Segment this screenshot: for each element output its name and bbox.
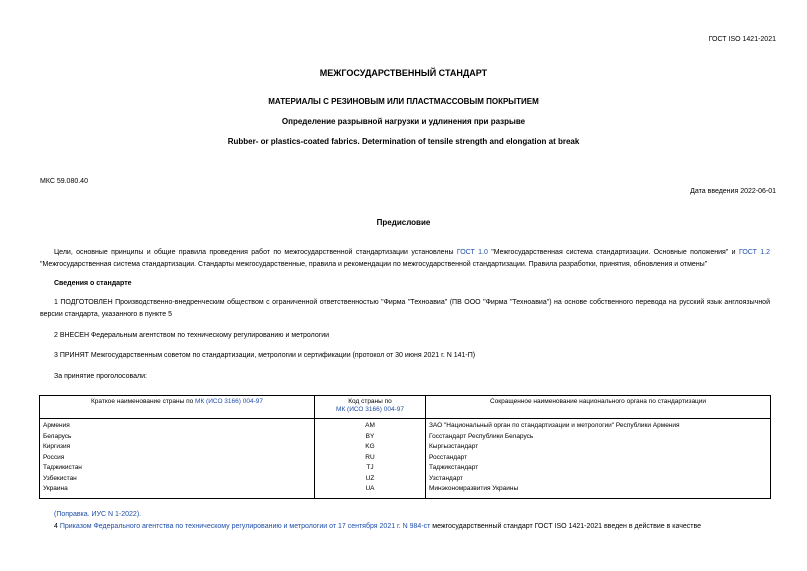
table-row (40, 419, 771, 432)
country-cell: Киргизия (40, 442, 315, 453)
table-row (40, 442, 771, 453)
item-2-text: 2 ВНЕСЕН Федеральным агентством по техническому регулированию и метрологии (54, 332, 330, 339)
order-link[interactable]: Приказом Федерального агентства по техническому регулированию и метрологии от 17 сентября 2021 г. N 984-ст (59, 523, 431, 530)
paragraph-text: "Межгосударственная система стандартизации. Основные положения" и (487, 249, 739, 256)
country-code-cell: TJ (315, 463, 426, 474)
national-body-cell: Госстандарт Республики Беларусь (426, 432, 771, 443)
standard-info-heading: Сведения о стандарте (54, 280, 132, 287)
national-body-cell: Узстандарт (426, 474, 771, 485)
national-body-cell: Росстандарт (426, 453, 771, 464)
country-code-cell: RU (315, 453, 426, 464)
mks-code: МКС 59.080.40 (40, 178, 88, 185)
national-body-cell: Таджикстандарт (426, 463, 771, 474)
paragraph-text: Цели, основные принципы и общие правила проведения работ по межгосударственной стандартизации установлены (54, 249, 457, 256)
paragraph-text: "Межгосударственная система стандартизации. Стандарты межгосударственные, правила и рекомендации по межгосударственной стандартизации. Правила разработки, принятия, обновления и отмены" (40, 261, 708, 268)
mk-iso-3166-link[interactable]: МК (ИСО 3166) 004-97 (336, 406, 404, 413)
country-code-cell: AM (315, 419, 426, 432)
item-1-text: 1 ПОДГОТОВЛЕН Производственно-внедренческим обществом с ограниченной ответственностью "Фирма "Техноавиа" (ПВ ООО "Фирма "Техноавиа") на основе собственного перевода на русский язык англоязычной версии стандарта, указанного в пункте 5 (40, 299, 770, 318)
national-body-cell: ЗАО "Национальный орган по стандартизации и метрологии" Республики Армения (426, 419, 771, 432)
country-cell: Россия (40, 453, 315, 464)
mk-iso-3166-link[interactable]: МК (ИСО 3166) 004-97 (195, 398, 263, 405)
country-code-header: Код страны по МК (ИСО 3166) 004-97 (315, 396, 426, 419)
table-row (40, 484, 771, 498)
table-row (40, 463, 771, 474)
table-header-row (40, 396, 771, 419)
country-code-cell: KG (315, 442, 426, 453)
introduction-date: Дата введения 2022-06-01 (690, 188, 776, 195)
country-cell: Армения (40, 419, 315, 432)
country-code-cell: UA (315, 484, 426, 498)
item-4-text: межгосударственный стандарт ГОСТ ISO 1421-2021 введен в действие в качестве (430, 523, 701, 530)
country-code-cell: BY (315, 432, 426, 443)
item-4-number: 4 (54, 523, 60, 530)
document-title: МАТЕРИАЛЫ С РЕЗИНОВЫМ ИЛИ ПЛАСТМАССОВЫМ ПОКРЫТИЕМ (268, 97, 539, 106)
item-3-text: 3 ПРИНЯТ Межгосударственным советом по стандартизации, метрологии и сертификации (протокол от 30 июня 2021 г. N 141-П) (54, 352, 476, 359)
national-body-header: Сокращенное наименование национального органа по стандартизации (426, 396, 771, 419)
table-row (40, 432, 771, 443)
foreword-paragraph (40, 247, 770, 271)
voted-for-text: За принятие проголосовали: (54, 373, 147, 380)
country-code-cell: UZ (315, 474, 426, 485)
country-name-header: Краткое наименование страны по МК (ИСО 3166) 004-97 (40, 396, 315, 419)
gost-1-0-link[interactable]: ГОСТ 1.0 (456, 249, 488, 256)
table-row (40, 474, 771, 485)
document-subtitle: Определение разрывной нагрузки и удлинения при разрыве (281, 117, 526, 126)
country-cell: Таджикистан (40, 463, 315, 474)
english-title: Rubber- or plastics-coated fabrics. Determination of tensile strength and elongation at break (227, 137, 580, 146)
item-1-paragraph (40, 297, 770, 321)
item-4-paragraph (40, 521, 770, 533)
amendment-note[interactable]: (Поправка. ИУС N 1-2022). (54, 511, 142, 518)
country-cell: Украина (40, 484, 315, 498)
voting-states-table (39, 395, 771, 499)
national-body-cell: Минэкономразвития Украины (426, 484, 771, 498)
country-cell: Беларусь (40, 432, 315, 443)
national-body-cell: Кыргызстандарт (426, 442, 771, 453)
foreword-heading: Предисловие (376, 218, 431, 227)
table-row (40, 453, 771, 464)
country-cell: Узбекистан (40, 474, 315, 485)
standard-kind-heading: МЕЖГОСУДАРСТВЕННЫЙ СТАНДАРТ (319, 68, 488, 78)
gost-1-2-link[interactable]: ГОСТ 1.2 (738, 249, 770, 256)
document-id: ГОСТ ISO 1421-2021 (708, 36, 776, 43)
